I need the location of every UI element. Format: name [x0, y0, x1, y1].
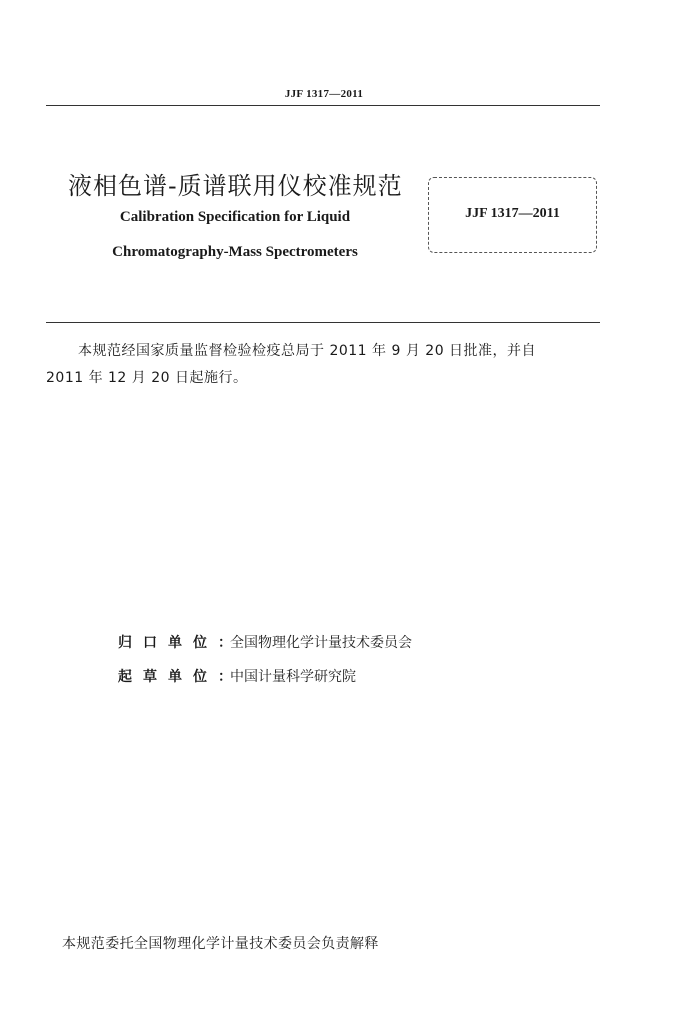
title-chinese: 液相色谱-质谱联用仪校准规范: [68, 172, 403, 200]
title-divider: [46, 322, 600, 323]
drafting-unit-label: 起草单位：: [118, 669, 243, 685]
responsible-unit-label: 归口单位：: [118, 635, 243, 651]
approval-line2: 2011 年 12 月 20 日起施行。: [46, 370, 248, 386]
header-divider: [46, 105, 600, 106]
responsible-unit-row: [118, 632, 412, 652]
drafting-unit-row: [118, 666, 356, 686]
title-english-line2: Chromatography-Mass Spectrometers: [112, 244, 358, 260]
approval-line1: 本规范经国家质量监督检验检疫总局于 2011 年 9 月 20 日批准，并自: [78, 343, 537, 359]
drafting-unit-value: 中国计量科学研究院: [230, 669, 356, 685]
interpretation-note: 本规范委托全国物理化学计量技术委员会负责解释: [62, 936, 379, 952]
specification-code-box: [428, 177, 597, 253]
specification-code: JJF 1317—2011: [465, 206, 560, 221]
title-english-line1: Calibration Specification for Liquid: [119, 209, 351, 225]
approval-statement: [46, 338, 602, 392]
responsible-unit-value: 全国物理化学计量技术委员会: [230, 635, 412, 651]
header-code: JJF 1317—2011: [284, 88, 364, 100]
